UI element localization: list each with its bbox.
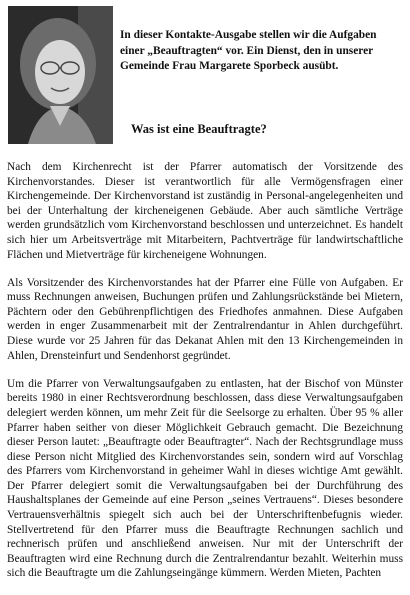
article-body bbox=[7, 160, 403, 595]
portrait-illustration bbox=[8, 6, 113, 144]
article-heading: Was ist eine Beauftragte? bbox=[131, 122, 267, 136]
paragraph: Nach dem Kirchenrecht ist der Pfarrer automatisch der Vorsitzende des Kirchenvorstandes. Dieser ist verantwortlich für alle Vermögensfragen einer Kirchengemeinde. Der Kirchenvorstand ist zuständig in Personal-angelegenheiten und bei der Unterhaltung der kircheneigenen Gebäude. Aber auch sämtliche Verträge werden grundsätzlich vom Kirchenvorstand beschlossen und unterzeichnet. Es handelt sich hier um Arbeitsverträge mit Mitarbeitern, Pachtverträge für landwirtschaftliche Flächen und Mietverträge für kircheneigene Wohnungen. bbox=[7, 161, 403, 261]
portrait-photo bbox=[8, 6, 113, 144]
intro-text: In dieser Kontakte-Ausgabe stellen wir die Aufgaben einer „Beauftragten“ vor. Ein Dienst, den in unserer Gemeinde Frau Margarete Sporbeck ausübt. bbox=[120, 29, 377, 72]
paragraph: Als Vorsitzender des Kirchenvorstandes hat der Pfarrer eine Fülle von Aufgaben. Er muss Rechnungen anweisen, Buchungen prüfen und Zahlungsrückstände bei Mietern, Pächtern oder den Gebührenpflichtigen des Friedhofes anmahnen. Diese Aufgaben werden in enger Zusammenarbeit mit der Zentralrendantur in Ahlen durchgeführt. Diese wurde vor 25 Jahren für das Dekanat Ahlen mit den 13 Kirchengemeinden in Ahlen, Drensteinfurt und Sendenhorst gegründet. bbox=[7, 276, 403, 362]
paragraph: Um die Pfarrer von Verwaltungsaufgaben zu entlasten, hat der Bischof von Münster bereits 1980 in einer Rechtsverordnung beschlossen, dass diese Verwaltungsaufgaben delegiert werden können, um mehr Zeit für die Seelsorge zu erhalten. Über 95 % aller Pfarrer haben seither von dieser Möglichkeit Gebrauch gemacht. Die Bezeichnung dieser Person lautet: „Beauftragte oder Beauftragter“. Nach der Rechtsgrundlage muss diese Person nicht Mitglied des Kirchenvorstandes sein, sondern wird auf Vorschlag des Pfarrers vom Kirchenvorstand in geheimer Wahl in dieses wichtige Amt gewählt. Der Pfarrer delegiert somit die Verwaltungsaufgaben bei der Durchführung des Haushaltsplanes der Gemeinde auf eine Person „seines Vertrauens“. Dieses besondere Vertrauensverhältnis spiegelt sich auch bei der Unterschriftenbefugnis wieder. Stellvertretend für den Pfarrer muss die Beauftragte Rechnungen sachlich und rechnerisch prüfen und anschließend anweisen. Nur mit der Unterschrift der Beauftragten wird eine Rechnung durch die Zentralrendantur bezahlt. Weiterhin muss sich die Beauftragte um die Zahlungseingänge kümmern. Werden Mieten, Pachten bbox=[7, 377, 403, 580]
